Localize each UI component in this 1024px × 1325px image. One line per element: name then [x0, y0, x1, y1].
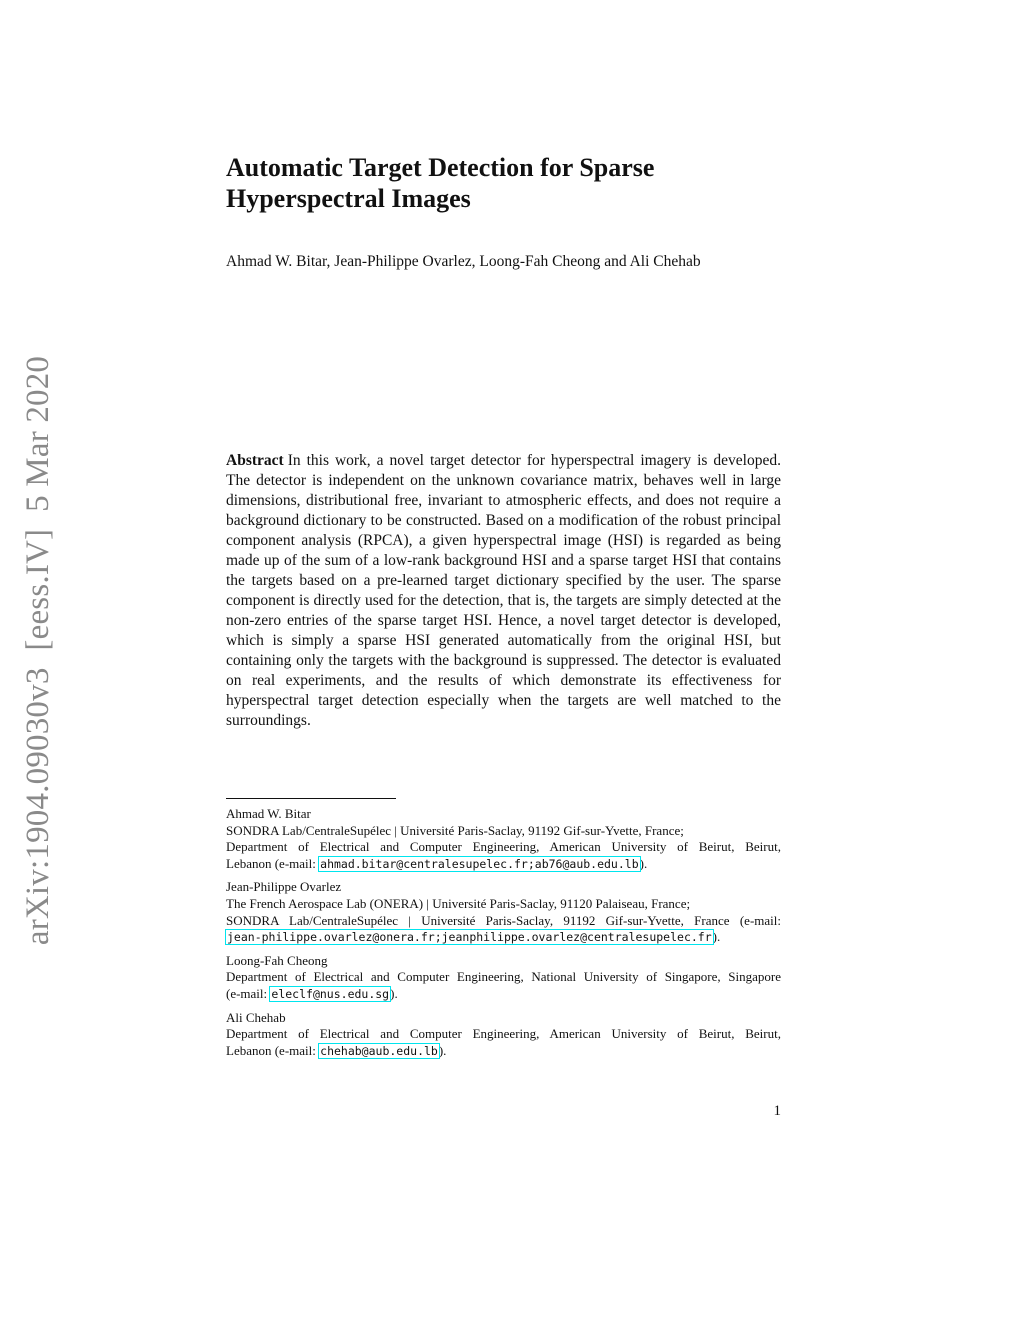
affiliation-email-line [226, 856, 781, 873]
affiliation-name: Loong-Fah Cheong [226, 952, 328, 968]
email-suffix: ). [438, 1042, 447, 1058]
email-suffix: ). [639, 855, 648, 871]
title-line-1: Automatic Target Detection for Sparse [226, 153, 655, 182]
email-prefix: Lebanon (e-mail: [226, 1042, 320, 1058]
email-suffix: ). [712, 929, 721, 945]
affiliation-line: SONDRA Lab/CentraleSupélec | Université Paris-Saclay, 91192 Gif-sur-Yvette, France; [226, 822, 684, 838]
paper-title [226, 152, 786, 214]
arxiv-stamp [17, 355, 61, 945]
abstract-label: Abstract [226, 452, 284, 469]
affiliation-email-line [226, 1043, 781, 1060]
affiliation-email-line [226, 986, 781, 1003]
email-prefix: Lebanon (e-mail: [226, 855, 320, 871]
arxiv-stamp-text: arXiv:1904.09030v3 [eess.IV] 5 Mar 2020 [20, 355, 57, 945]
page-number: 1 [773, 1103, 781, 1119]
email-link-cheong[interactable]: eleclf@nus.edu.sg [271, 986, 390, 1001]
affiliation-chehab [226, 1010, 781, 1060]
email-link-bitar[interactable]: ahmad.bitar@centralesupelec.fr;ab76@aub.edu.lb [320, 856, 639, 871]
affiliation-ovarlez [226, 879, 781, 945]
affiliation-email-line [226, 929, 781, 946]
affiliation-line: Department of Electrical and Computer Engineering, National University of Singapore, Singapore [226, 969, 781, 985]
email-prefix: (e-mail: [226, 985, 271, 1001]
affiliation-line: Department of Electrical and Computer Engineering, American University of Beirut, Beirut, [226, 839, 781, 855]
affiliation-line: Department of Electrical and Computer Engineering, American University of Beirut, Beirut, [226, 1026, 781, 1042]
email-suffix: ). [390, 985, 398, 1001]
abstract-text: In this work, a novel target detector for hyperspectral imagery is developed. The detector is independent on the unknown covariance matrix, behaves well in large dimensions, distributional free, invariant to atmospheric effects, and does not require a background dictionary to be constructed. Based on a modification of the robust principal component analysis (RPCA), a given hyperspectral image (HSI) is regarded as being made up of the sum of a low-rank background HSI and a sparse target HSI that contains the targets based on a pre-learned target dictionary specified by the user. The sparse component is directly used for the detection, that is, the targets are simply detected at the non-zero entries of the sparse target HSI. Hence, a novel target detector is developed, which is simply a sparse HSI generated automatically from the original HSI, but containing only the targets with the background is suppressed. The detector is evaluated on real experiments, and the results of which demonstrate its effectiveness for hyperspectral target detection especially when the targets are well matched to the surroundings. [226, 452, 781, 729]
affiliation-cheong [226, 953, 781, 1003]
affiliation-bitar [226, 806, 781, 872]
footnote-rule [226, 798, 396, 799]
email-link-chehab[interactable]: chehab@aub.edu.lb [320, 1043, 438, 1058]
affiliation-name: Ahmad W. Bitar [226, 806, 311, 821]
affiliation-line: The French Aerospace Lab (ONERA) | Université Paris-Saclay, 91120 Palaiseau, France; [226, 895, 691, 911]
abstract [226, 451, 781, 731]
email-link-ovarlez[interactable]: jean-philippe.ovarlez@onera.fr;jeanphilippe.ovarlez@centralesupelec.fr [227, 930, 712, 945]
affiliations [226, 806, 781, 1066]
affiliation-line: SONDRA Lab/CentraleSupélec | Université Paris-Saclay, 91192 Gif-sur-Yvette, France (e-mail: [226, 912, 781, 928]
title-line-2: Hyperspectral Images [226, 184, 471, 213]
affiliation-name: Jean-Philippe Ovarlez [226, 879, 342, 895]
author-list: Ahmad W. Bitar, Jean-Philippe Ovarlez, Loong-Fah Cheong and Ali Chehab [226, 253, 701, 270]
affiliation-name: Ali Chehab [226, 1009, 286, 1025]
